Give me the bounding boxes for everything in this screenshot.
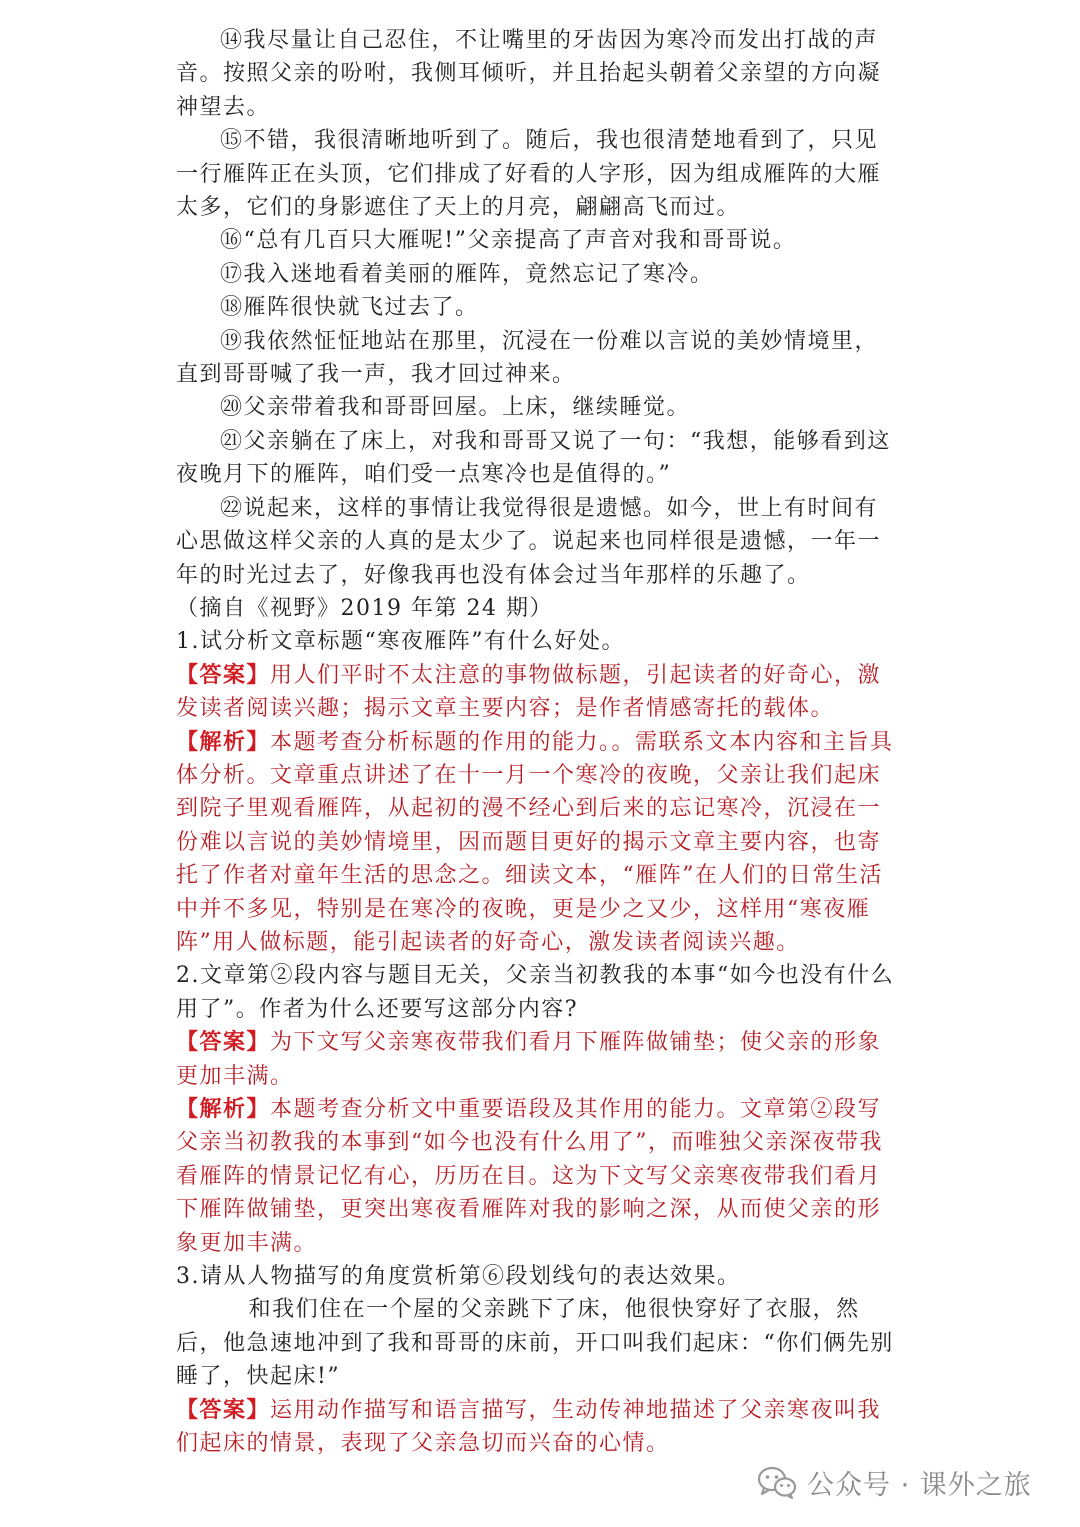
answer-2 [176, 1026, 898, 1093]
answer-tag: 【答案】 [176, 1396, 271, 1423]
analysis-tag: 【解析】 [176, 1096, 271, 1122]
story-paragraph-18: ⑱雁阵很快就飞过去了。 [220, 295, 479, 321]
question-3: 3.请从人物描写的角度赏析第⑥段划线句的表达效果。 [176, 1264, 741, 1290]
story-paragraph-17: ⑰我入迷地看着美丽的雁阵，竟然忘记了寒冷。 [220, 261, 714, 287]
answer-2-text: 为下文写父亲寒夜带我们看月下雁阵做铺垫；使父亲的形象更加丰满。 [176, 1030, 882, 1089]
story-paragraph-15: ⑮不错，我很清晰地听到了。随后，我也很清楚地看到了，只见一行雁阵正在头顶，它们排成了好看的人字形，因为组成雁阵的大雁太多，它们的身影遮住了天上的月亮，翩翩高飞而过。 [176, 128, 882, 221]
question-2: 2.文章第②段内容与题目无关，父亲当初教我的本事“如今也没有什么用了”。作者为什么还要写这部分内容? [176, 963, 895, 1022]
answer-1 [176, 659, 898, 726]
answer-tag: 【答案】 [176, 1029, 271, 1056]
analysis-1-text: 本题考查分析标题的作用的能力。。需联系文本内容和主旨具体分析。文章重点讲述了在十一月一个寒冷的夜晚，父亲让我们起床到院子里观看雁阵，从起初的漫不经心到后来的忘记寒冷，沉浸在一份难以言说的美妙情境里，因而题目更好的揭示文章主要内容，也寄托了作者对童年生活的思念之。细读文本，“雁阵”在人们的日常生活中并不多见，特别是在寒冷的夜晚，更是少之又少，这样用“寒夜雁阵”用人做标题，能引起读者的好奇心，激发读者阅读兴趣。 [176, 729, 894, 955]
answer-3-text: 运用动作描写和语言描写，生动传神地描述了父亲寒夜叫我们起床的情景，表现了父亲急切而兴奋的心情。 [176, 1397, 882, 1457]
document-page [176, 24, 898, 1460]
story-paragraph-20: ⑳父亲带着我和哥哥回屋。上床，继续睡觉。 [220, 395, 691, 421]
wechat-icon [757, 1465, 797, 1499]
answer-3 [176, 1394, 898, 1461]
analysis-1 [176, 726, 898, 960]
story-paragraph-14: ⑭我尽量让自己忍住，不让嘴里的牙齿因为寒冷而发出打战的声音。按照父亲的吩咐，我侧耳倾听，并且抬起头朝着父亲望的方向凝神望去。 [176, 28, 882, 120]
analysis-2 [176, 1093, 898, 1260]
question-3-quote: 和我们住在一个屋的父亲跳下了床，他很快穿好了衣服，然后，他急速地冲到了我和哥哥的床前，开口叫我们起床：“你们俩先别睡了，快起床!” [176, 1297, 894, 1390]
story-paragraph-16: ⑯“总有几百只大雁呢!”父亲提高了声音对我和哥哥说。 [220, 228, 797, 254]
answer-1-text: 用人们平时不太注意的事物做标题，引起读者的好奇心，激发读者阅读兴趣；揭示文章主要内容；是作者情感寄托的载体。 [176, 662, 882, 722]
analysis-2-text: 本题考查分析文中重要语段及其作用的能力。文章第②段写父亲当初教我的本事到“如今也没有什么用了”，而唯独父亲深夜带我看雁阵的情景记忆有心，历历在目。这为下文写父亲寒夜带我们看月下雁阵做铺垫，更突出寒夜看雁阵对我的影响之深，从而使父亲的形象更加丰满。 [176, 1097, 883, 1256]
analysis-tag: 【解析】 [176, 728, 271, 755]
story-paragraph-21: ㉑父亲躺在了床上，对我和哥哥又说了一句：“我想，能够看到这夜晚月下的雁阵，咱们受一点寒冷也是值得的。” [176, 428, 891, 488]
watermark-text: 公众号 · 课外之旅 [807, 1469, 1032, 1501]
answer-tag: 【答案】 [176, 661, 271, 688]
source-citation: （摘自《视野》2019 年第 24 期） [176, 595, 553, 621]
story-paragraph-22: ㉒说起来，这样的事情让我觉得很是遗憾。如今，世上有时间有心思做这样父亲的人真的是太少了。说起来也同样很是遗憾，一年一年的时光过去了，好像我再也没有体会过当年那样的乐趣了。 [176, 495, 882, 588]
watermark [757, 1462, 1032, 1502]
question-1: 1.试分析文章标题“寒夜雁阵”有什么好处。 [176, 629, 625, 655]
story-paragraph-19: ⑲我依然怔怔地站在那里，沉浸在一份难以言说的美妙情境里，直到哥哥喊了我一声，我才回过神来。 [176, 328, 879, 388]
